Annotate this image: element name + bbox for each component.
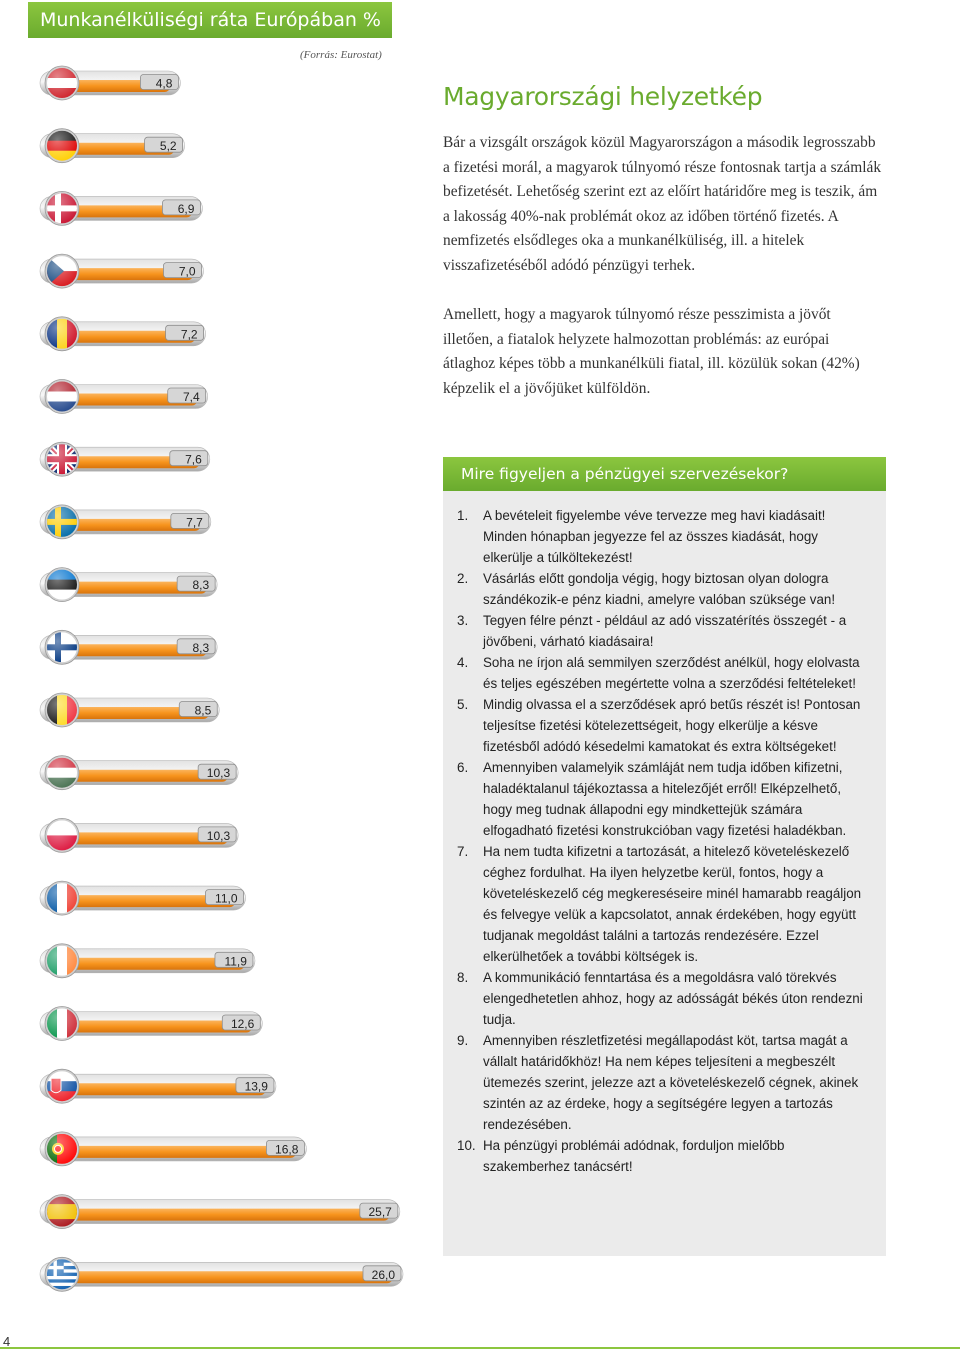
value-label: 5,2 bbox=[159, 139, 177, 154]
chart-row-austria bbox=[40, 66, 180, 100]
tip-number: 6. bbox=[457, 760, 469, 775]
value-label: 11,0 bbox=[215, 891, 238, 906]
ireland-flag-icon bbox=[45, 944, 79, 978]
chart-row-portugal bbox=[40, 1132, 306, 1166]
tip-number: 4. bbox=[457, 655, 469, 670]
intro-paragraph: Bár a vizsgált országok közül Magyarországon a második legrosszabb a fizetési morál, a magyarok túlnyomó része fontosnak tartja a számlák befizetését. Lehetőség szerint ezt az előírt határidőre meg is teszik, ám a lakosság 40%-nak problémát okoz az időben történő fizetés. A nemfizetés elsődleges oka a munkanélküliség, ill. a hitelek visszafizetéséből adódó pénzügyi terhek. bbox=[443, 134, 882, 274]
value-label: 4,8 bbox=[155, 76, 173, 91]
value-label: 7,6 bbox=[185, 452, 202, 467]
tip-text: Soha ne írjon alá semmilyen szerződést anélkül, hogy elolvasta és teljes egészében megértette volna a szerződési feltételeket! bbox=[483, 655, 860, 691]
source-note: (Forrás: Eurostat) bbox=[300, 49, 382, 61]
value-label: 7,2 bbox=[180, 327, 198, 342]
slovakia-flag-icon bbox=[45, 1069, 79, 1103]
value-label: 25,7 bbox=[368, 1205, 392, 1220]
chart-row-sweden bbox=[40, 505, 211, 539]
tip-text: Mindig olvassa el a szerződések apró betűs részét is! Pontosan teljesítse fizetési kötelezettségeit, hogy elkerülje a késve fizetésből adódó késedelmi kamatokat és extra költségeket! bbox=[483, 697, 861, 754]
value-label: 8,5 bbox=[194, 703, 212, 718]
chart-row-greece bbox=[40, 1257, 403, 1291]
tips-box bbox=[443, 457, 886, 1256]
chart-row-estonia bbox=[40, 568, 217, 602]
value-label: 10,3 bbox=[206, 828, 231, 843]
chart-row-spain bbox=[40, 1195, 400, 1229]
estonia-flag-icon bbox=[45, 568, 79, 602]
netherlands-flag-icon bbox=[45, 380, 79, 414]
chart-row-romania bbox=[40, 317, 206, 351]
tip-text: A bevételeit figyelembe véve tervezze meg havi kiadásait! Minden hónapban jegyezze fel az összes kiadását, hogy elkerülje a túlköltekezést! bbox=[483, 508, 826, 565]
value-label: 16,8 bbox=[275, 1142, 299, 1157]
value-label: 26,0 bbox=[371, 1267, 395, 1282]
tip-text: Ha pénzügyi problémái adódnak, forduljon mielőbb szakemberhez tanácsért! bbox=[483, 1138, 785, 1174]
tip-number: 9. bbox=[457, 1033, 469, 1048]
tip-number: 2. bbox=[457, 571, 469, 586]
czech-flag-icon bbox=[45, 254, 79, 288]
finland-flag-icon bbox=[45, 630, 79, 664]
chart-row-germany bbox=[40, 129, 185, 163]
list-item bbox=[457, 1030, 870, 1135]
chart-row-poland bbox=[40, 818, 238, 852]
romania-flag-icon bbox=[45, 317, 79, 351]
footer-rule bbox=[0, 1347, 960, 1349]
chart-row-denmark bbox=[40, 191, 202, 225]
value-label: 7,0 bbox=[178, 264, 196, 279]
tips-title: Mire figyeljen a pénzügyei szervezésekor? bbox=[443, 457, 886, 491]
bar bbox=[72, 1271, 393, 1283]
france-flag-icon bbox=[45, 881, 79, 915]
hungary-flag-icon bbox=[45, 756, 79, 790]
list-item bbox=[457, 967, 870, 1030]
tip-text: Ha nem tudta kifizetni a tartozását, a hitelező követeléskezelő céghez fordulhat. Ha ilyen helyzetbe kerül, fontos, hogy a követeléskezelő cég megkereséseire minél hamarabb reagáljon és felvegye velük a kapcsolatot, annak érdekében, hogy együtt tudjanak megoldást találni a tartozás rendezésére. Ezzel elkerülhetőek a további költségek is. bbox=[483, 844, 862, 964]
list-item bbox=[457, 610, 870, 652]
list-item bbox=[457, 505, 870, 568]
greece-flag-icon bbox=[45, 1257, 79, 1291]
tip-number: 7. bbox=[457, 844, 469, 859]
chart-row-hungary bbox=[40, 756, 238, 790]
list-item bbox=[457, 694, 870, 757]
tip-text: A kommunikáció fenntartása és a megoldásra való törekvés elengedhetetlen ahhoz, hogy az adósságát békés úton rendezni tudja. bbox=[483, 970, 863, 1027]
tip-number: 10. bbox=[457, 1138, 476, 1153]
tip-text: Tegyen félre pénzt - például az adó visszatérítés összegét - a jövőbeni, várható kiadásaira! bbox=[483, 613, 847, 649]
value-label: 7,7 bbox=[186, 515, 203, 530]
chart-row-italy bbox=[40, 1007, 262, 1041]
tips-list bbox=[443, 491, 886, 1177]
austria-flag-icon bbox=[45, 66, 79, 100]
chart-row-belgium bbox=[40, 693, 219, 727]
chart-row-ireland bbox=[40, 944, 255, 978]
tip-number: 5. bbox=[457, 697, 469, 712]
youth-paragraph: Amellett, hogy a magyarok túlnyomó része pesszimista a jövőt illetően, a fiatalok helyzete halmozottan problémás: az európai átlaghoz képes több a munkanélküli fiatal, ill. közülük sokan (42%) képzelik el a jövőjüket külföldön. bbox=[443, 306, 860, 397]
value-label: 8,3 bbox=[192, 578, 210, 593]
list-item bbox=[457, 652, 870, 694]
value-label: 12,6 bbox=[230, 1017, 255, 1031]
bar bbox=[72, 1209, 390, 1221]
portugal-flag-icon bbox=[45, 1132, 79, 1166]
bar bbox=[72, 1146, 296, 1158]
value-label: 8,3 bbox=[192, 640, 210, 655]
chart-row-finland bbox=[40, 630, 217, 664]
chart-row-france bbox=[40, 881, 246, 915]
value-label: 13,9 bbox=[244, 1079, 268, 1094]
tip-text: Amennyiben valamelyik számláját nem tudja időben kifizetni, haladéktalanul tájékoztassa a hitelezőjét erről! Elképzelhető, hogy meg tudnak állapodni egy mindkettejük számára elfogadható fizetési konstrukcióban vagy fizetési haladékban. bbox=[483, 760, 847, 838]
tip-number: 8. bbox=[457, 970, 469, 985]
tip-number: 1. bbox=[457, 508, 469, 523]
chart-row-slovakia bbox=[40, 1069, 276, 1103]
chart-title-banner: Munkanélküliségi ráta Európában % bbox=[28, 2, 392, 38]
value-label: 6,9 bbox=[177, 201, 195, 216]
italy-flag-icon bbox=[45, 1007, 79, 1041]
spain-flag-icon bbox=[45, 1195, 79, 1229]
chart-row-czech-republic bbox=[40, 254, 204, 288]
tip-number: 3. bbox=[457, 613, 469, 628]
list-item bbox=[457, 568, 870, 610]
denmark-flag-icon bbox=[45, 191, 79, 225]
value-label: 10,3 bbox=[206, 766, 231, 781]
germany-flag-icon bbox=[45, 129, 79, 163]
belgium-flag-icon bbox=[45, 693, 79, 727]
tip-text: Amennyiben részletfizetési megállapodást köt, tartsa magát a vállalt határidőkhöz! Ha nem képes teljesíteni a megbeszélt ütemezés szerint, jelezze azt a követeléskezelő cégnek, akinek szintén az az érdeke, hogy a segítségére legyen a tartozás rendezésében. bbox=[483, 1033, 859, 1132]
chart-row-united-kingdom bbox=[40, 442, 210, 476]
poland-flag-icon bbox=[45, 818, 79, 852]
list-item bbox=[457, 757, 870, 841]
sweden-flag-icon bbox=[45, 505, 79, 539]
list-item bbox=[457, 1135, 870, 1177]
chart-row-netherlands bbox=[40, 380, 208, 414]
unemployment-bar-chart bbox=[0, 0, 420, 1300]
page-number: 4 bbox=[3, 1334, 11, 1349]
section-heading: Magyarországi helyzetkép bbox=[443, 82, 763, 111]
tip-text: Vásárlás előtt gondolja végig, hogy biztosan olyan dologra szándékozik-e pénz kiadni, amelyre valóban szüksége van! bbox=[483, 571, 836, 607]
uk-flag-icon bbox=[45, 442, 79, 476]
list-item bbox=[457, 841, 870, 967]
value-label: 7,4 bbox=[183, 390, 200, 404]
value-label: 11,9 bbox=[224, 954, 247, 969]
